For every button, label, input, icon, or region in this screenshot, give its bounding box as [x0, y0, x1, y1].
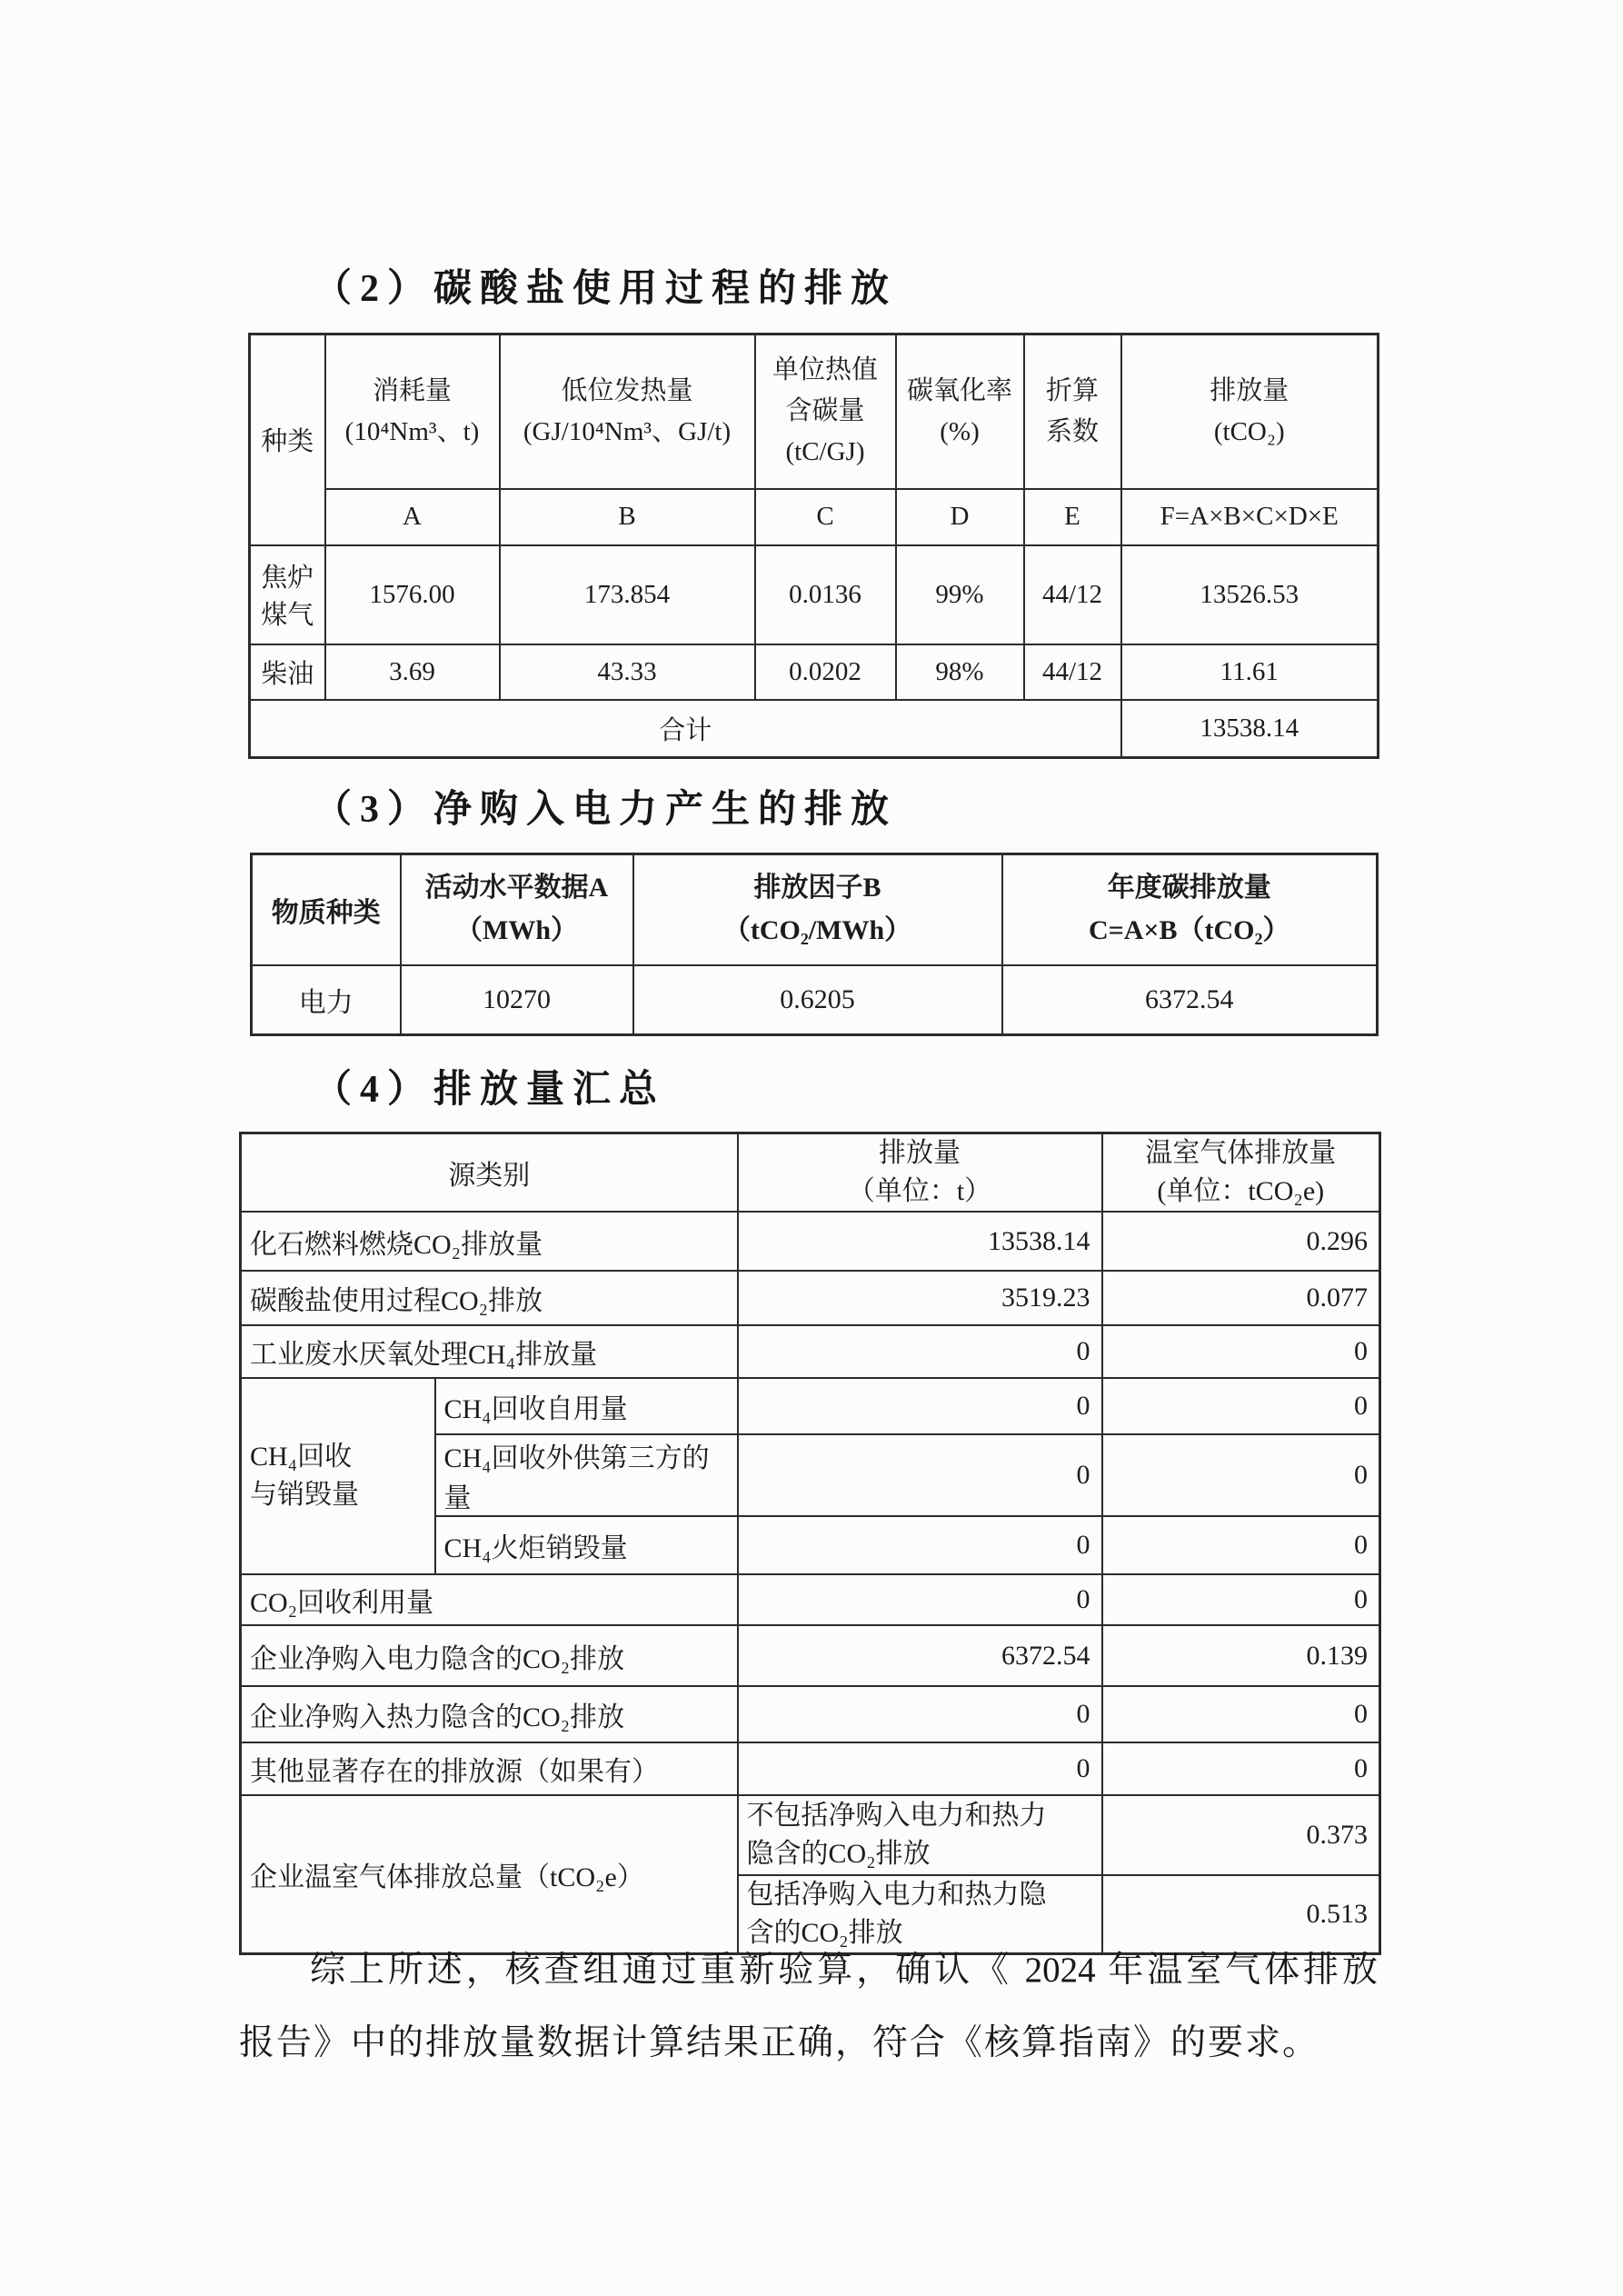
- purchased-electricity-emission-table: [250, 853, 1379, 1036]
- t1-header-consumption-unit: (10⁴Nm³、t): [344, 416, 480, 446]
- table-row: [250, 545, 1379, 644]
- t1-header-emission: [1121, 334, 1379, 489]
- t3-header-ghg-label: 温室气体排放量: [1145, 1138, 1337, 1168]
- section2-title: （2）碳酸盐使用过程的排放: [314, 268, 898, 310]
- t3-carbonate-v1: 3519.23: [738, 1271, 1102, 1325]
- t1-col-formula: F=A×B×C×D×E: [1121, 489, 1379, 545]
- t1-row2-a: 3.69: [325, 644, 500, 700]
- t3-ch4-self-label: CH₄回收自用量: [435, 1378, 738, 1434]
- t1-col-letter-e: E: [1024, 489, 1121, 545]
- table-row: [241, 1574, 1380, 1625]
- t3-header-ghg: [1102, 1133, 1380, 1213]
- t1-col-letter-a: A: [325, 489, 500, 545]
- t3-heat-v1: 0: [738, 1686, 1102, 1742]
- t3-total-incl-value: 0.513: [1102, 1875, 1380, 1954]
- t2-header-activity: [401, 854, 633, 965]
- t3-carbonate-label: 碳酸盐使用过程CO₂排放: [241, 1271, 738, 1325]
- t1-row1-b: 173.854: [500, 545, 755, 644]
- t3-fossil-label: 化石燃料燃烧CO₂排放量: [241, 1212, 738, 1271]
- table-row: [250, 644, 1379, 700]
- t1-header-emission-label: 排放量: [1210, 375, 1289, 405]
- table-row: [241, 1795, 1380, 1875]
- t2-row-annual: 6372.54: [1002, 965, 1378, 1035]
- emission-summary-table: [239, 1132, 1381, 1955]
- section3-title: （3）净购入电力产生的排放: [314, 789, 898, 831]
- t1-header-factor-line1: 折算: [1045, 375, 1099, 405]
- t3-ch4-group-line1: CH₄回收: [250, 1442, 353, 1472]
- t2-header-factor-label: 排放因子B: [753, 873, 881, 903]
- t2-row-name: 电力: [252, 965, 401, 1035]
- t1-header-ncv-unit: (GJ/10⁴Nm³、GJ/t): [523, 416, 732, 446]
- t3-ch4-self-v1: 0: [738, 1378, 1102, 1434]
- t1-header-carbon-unit: (tC/GJ): [785, 437, 865, 467]
- t2-row-factor: 0.6205: [633, 965, 1002, 1035]
- table-row: [241, 1686, 1380, 1742]
- t2-header-activity-unit: （MWh）: [455, 914, 578, 945]
- t1-header-ncv-label: 低位发热量: [561, 375, 693, 405]
- t3-co2-recovery-v1: 0: [738, 1574, 1102, 1625]
- t1-header-oxidation-label: 碳氧化率: [906, 375, 1012, 405]
- t1-col-letter-b: B: [500, 489, 755, 545]
- t3-co2-recovery-v2: 0: [1102, 1574, 1380, 1625]
- t1-col-letter-d: D: [896, 489, 1024, 545]
- t1-header-consumption-label: 消耗量: [372, 375, 452, 405]
- t3-ch4-third-label: CH₄回收外供第三方的量: [435, 1434, 738, 1516]
- t1-row2-name: 柴油: [250, 644, 325, 700]
- t3-ch4-group-label: [241, 1378, 435, 1574]
- t3-ch4-third-v1: 0: [738, 1434, 1102, 1516]
- t1-row2-d: 98%: [896, 644, 1024, 700]
- t3-other-label: 其他显著存在的排放源（如果有）: [241, 1742, 738, 1795]
- table-row: [241, 1742, 1380, 1795]
- t3-header-emission: [738, 1133, 1102, 1213]
- t2-header-factor-unit: （tCO₂/MWh）: [722, 914, 912, 945]
- t1-header-factor: [1024, 334, 1121, 489]
- t3-header-emission-label: 排放量: [879, 1138, 961, 1168]
- t3-total-incl-line1: 包括净购入电力和热力隐: [746, 1880, 1047, 1910]
- t1-row1-e: 44/12: [1024, 545, 1121, 644]
- t3-wastewater-v2: 0: [1102, 1325, 1380, 1378]
- t3-header-source: 源类别: [241, 1133, 738, 1213]
- t1-total-value: 13538.14: [1121, 700, 1379, 758]
- t3-header-ghg-unit: (单位：tCO₂e): [1157, 1176, 1325, 1206]
- t3-total-incl-line2: 含的CO₂排放: [746, 1918, 903, 1948]
- t3-header-emission-unit: （单位：t）: [847, 1176, 992, 1206]
- t3-total-excl-value: 0.373: [1102, 1795, 1380, 1875]
- conclusion-paragraph: [239, 1934, 1378, 2080]
- t3-ch4-group-line2: 与销毁量: [250, 1480, 359, 1510]
- t2-header-annual-formula: C=A×B（tCO₂）: [1088, 914, 1290, 945]
- t2-header-annual-label: 年度碳排放量: [1107, 873, 1271, 903]
- table-row: [241, 1271, 1380, 1325]
- t3-heat-label: 企业净购入热力隐含的CO₂排放: [241, 1686, 738, 1742]
- t1-header-emission-unit: (tCO₂): [1213, 416, 1285, 446]
- t3-co2-recovery-label: CO₂回收利用量: [241, 1574, 738, 1625]
- t2-header-annual: [1002, 854, 1378, 965]
- t3-ch4-flare-v2: 0: [1102, 1516, 1380, 1574]
- t3-other-v1: 0: [738, 1742, 1102, 1795]
- t3-fossil-v1: 13538.14: [738, 1212, 1102, 1271]
- t1-header-carbon-line1: 单位热值: [772, 355, 878, 385]
- t1-row2-e: 44/12: [1024, 644, 1121, 700]
- table-row: [241, 1212, 1380, 1271]
- table-row: [241, 1378, 1380, 1434]
- t2-header-material: 物质种类: [252, 854, 401, 965]
- t3-ch4-flare-v1: 0: [738, 1516, 1102, 1574]
- t2-header-activity-label: 活动水平数据A: [424, 873, 609, 903]
- t1-row1-d: 99%: [896, 545, 1024, 644]
- t1-row2-c: 0.0202: [755, 644, 896, 700]
- t3-ch4-third-v2: 0: [1102, 1434, 1380, 1516]
- t1-row2-f: 11.61: [1121, 644, 1379, 700]
- t1-header-carbon-content: [755, 334, 896, 489]
- t3-power-v1: 6372.54: [738, 1625, 1102, 1686]
- t1-row1-name: 焦炉煤气: [250, 545, 325, 644]
- t1-header-consumption: [325, 334, 500, 489]
- t1-row1-a: 1576.00: [325, 545, 500, 644]
- t3-total-excl-line2: 隐含的CO₂排放: [746, 1839, 931, 1869]
- table-row: [241, 1325, 1380, 1378]
- t3-carbonate-v2: 0.077: [1102, 1271, 1380, 1325]
- t1-col-letter-c: C: [755, 489, 896, 545]
- table-row: [241, 1625, 1380, 1686]
- t2-row-activity: 10270: [401, 965, 633, 1035]
- t3-wastewater-v1: 0: [738, 1325, 1102, 1378]
- t1-header-ncv: [500, 334, 755, 489]
- t1-row1-f: 13526.53: [1121, 545, 1379, 644]
- table-row: [252, 965, 1378, 1035]
- t1-header-oxidation: [896, 334, 1024, 489]
- section4-title: （4）排放量汇总: [314, 1069, 666, 1111]
- t3-other-v2: 0: [1102, 1742, 1380, 1795]
- t3-power-v2: 0.139: [1102, 1625, 1380, 1686]
- conclusion-line2: 报告》中的排放量数据计算结果正确，符合《核算指南》的要求。: [239, 2023, 1320, 2062]
- t1-total-label: 合计: [250, 700, 1121, 758]
- t3-ch4-self-v2: 0: [1102, 1378, 1380, 1434]
- t3-ch4-flare-label: CH₄火炬销毁量: [435, 1516, 738, 1574]
- t3-total-label: 企业温室气体排放总量（tCO₂e）: [241, 1795, 738, 1954]
- table-total-row: [250, 700, 1379, 758]
- t1-header-carbon-line2: 含碳量: [785, 396, 865, 426]
- t3-power-label: 企业净购入电力隐含的CO₂排放: [241, 1625, 738, 1686]
- t3-wastewater-label: 工业废水厌氧处理CH₄排放量: [241, 1325, 738, 1378]
- t1-header-oxidation-unit: (%): [940, 416, 980, 446]
- t3-total-excl-label: [738, 1795, 1102, 1875]
- t3-fossil-v2: 0.296: [1102, 1212, 1380, 1271]
- t3-total-excl-line1: 不包括净购入电力和热力: [746, 1801, 1047, 1831]
- t1-row2-b: 43.33: [500, 644, 755, 700]
- conclusion-line1: 综上所述，核查组通过重新验算，确认《 2024 年温室气体排放: [310, 1951, 1378, 1990]
- t2-header-factor: [633, 854, 1002, 965]
- t1-header-kind: 种类: [250, 334, 325, 545]
- t3-heat-v2: 0: [1102, 1686, 1380, 1742]
- t1-header-factor-line2: 系数: [1045, 416, 1099, 446]
- carbonate-process-emission-table: [248, 333, 1379, 759]
- t1-row1-c: 0.0136: [755, 545, 896, 644]
